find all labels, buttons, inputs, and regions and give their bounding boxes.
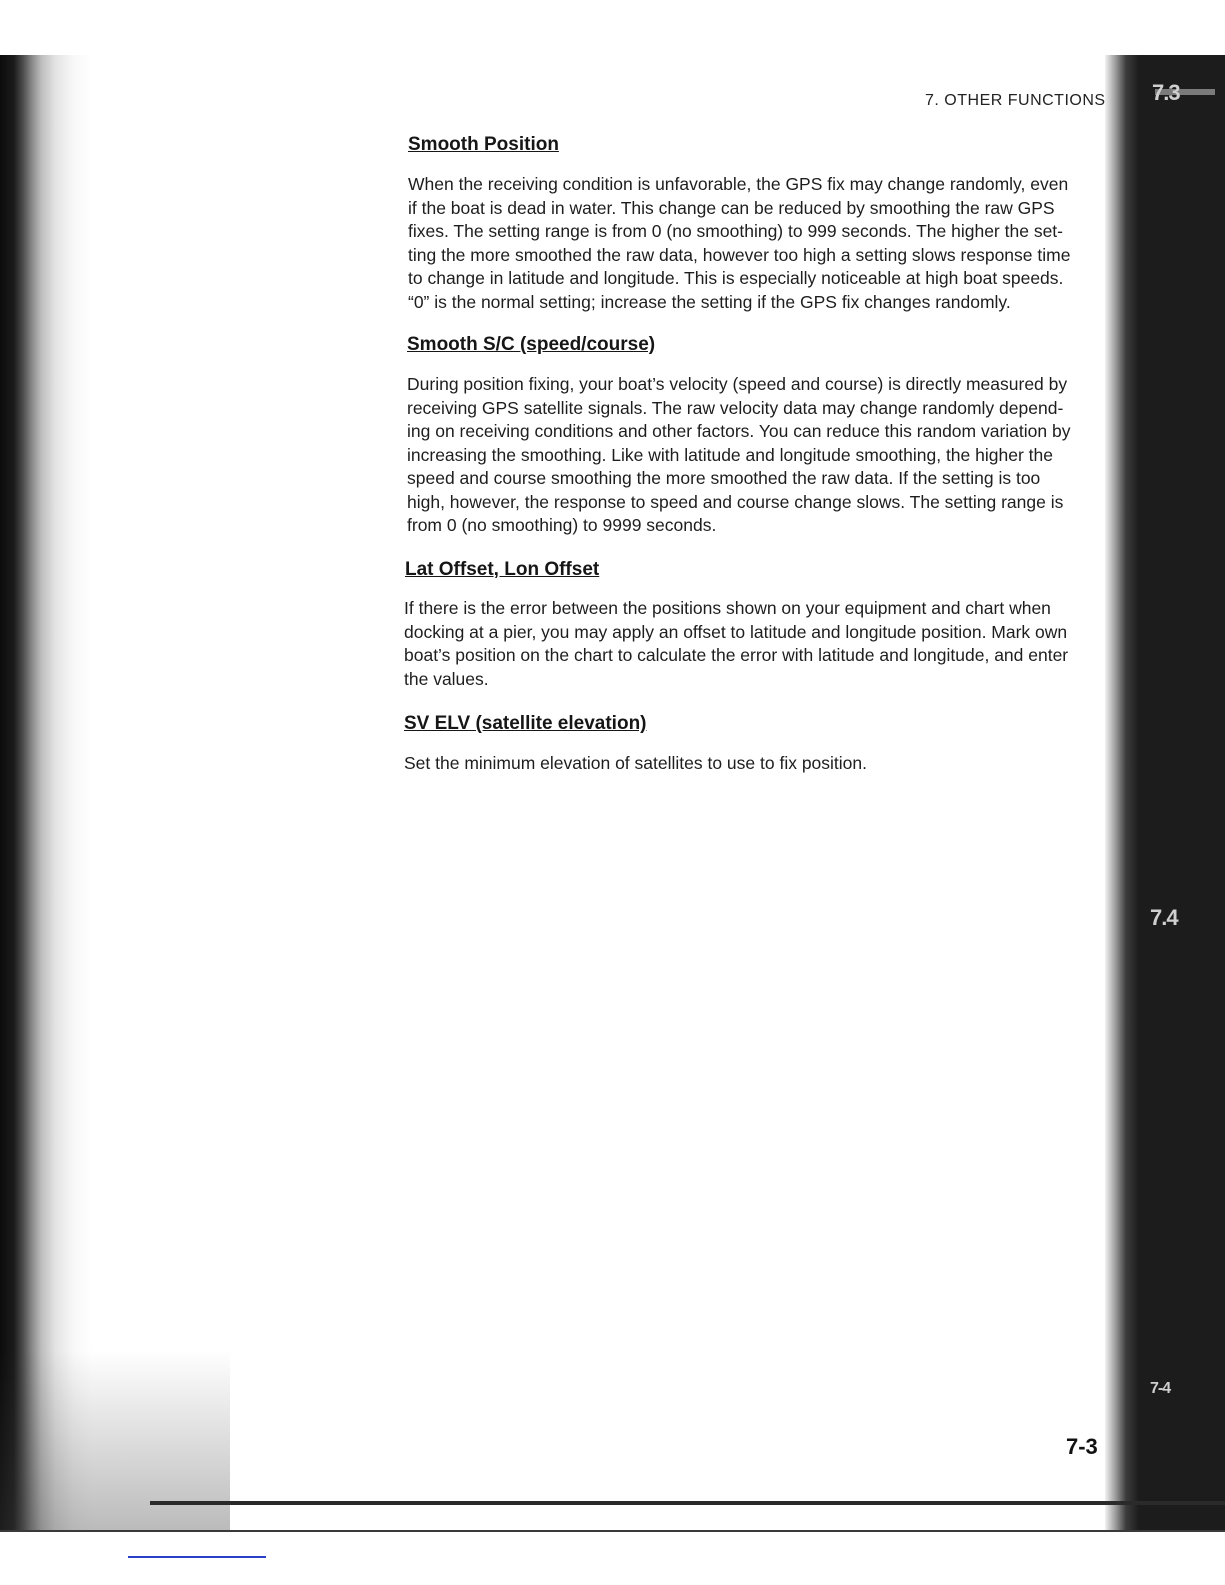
body-line: if the boat is dead in water. This change can be reduced by smoothing the raw GPS bbox=[408, 197, 1055, 218]
section-body-sv-elv bbox=[404, 752, 867, 776]
body-line: to change in latitude and longitude. This is especially noticeable at high boat speeds. bbox=[408, 268, 1064, 288]
body-line: When the receiving condition is unfavorable, the GPS fix may change randomly, even bbox=[408, 174, 1069, 194]
body-line: boat’s position on the chart to calculate the error with latitude and longitude, and enter bbox=[404, 645, 1069, 665]
section-title-sv-elv: SV ELV (satellite elevation) bbox=[404, 713, 647, 734]
body-line: “0” is the normal setting; increase the setting if the GPS fix changes randomly. bbox=[408, 291, 1011, 312]
body-line: fixes. The setting range is from 0 (no smoothing) to 999 seconds. The higher the set- bbox=[408, 221, 1063, 241]
section-body-lat-lon-offset bbox=[404, 597, 1068, 691]
body-line: receiving GPS satellite signals. The raw velocity data may change randomly depend- bbox=[407, 397, 1064, 418]
body-line: docking at a pier, you may apply an offset to latitude and longitude position. Mark own bbox=[404, 621, 1068, 642]
body-line: ting the more smoothed the raw data, however too high a setting slows response time bbox=[408, 244, 1071, 265]
section-title-smooth-position: Smooth Position bbox=[408, 134, 559, 155]
thumb-tab-label: 7.3 bbox=[1152, 80, 1180, 105]
page-edge-shadow bbox=[1105, 55, 1140, 1530]
thumb-index-edge bbox=[1138, 55, 1225, 1530]
body-line: ing on receiving conditions and other factors. You can reduce this random variation by bbox=[407, 421, 1071, 441]
body-line: If there is the error between the positions shown on your equipment and chart when bbox=[404, 598, 1051, 618]
section-body-smooth-sc bbox=[407, 373, 1070, 538]
page-number: 7-3 bbox=[1066, 1434, 1098, 1459]
body-line: Set the minimum elevation of satellites to use to fix position. bbox=[404, 753, 868, 773]
body-line: the values. bbox=[404, 668, 489, 689]
body-line: from 0 (no smoothing) to 9999 seconds. bbox=[407, 515, 717, 535]
chapter-header: 7. OTHER FUNCTIONS bbox=[925, 92, 1106, 109]
body-line: During position fixing, your boat’s velocity (speed and course) is directly measured by bbox=[407, 374, 1068, 394]
page-bottom-edge bbox=[150, 1501, 1225, 1505]
thumb-tab-label: 7.4 bbox=[1150, 905, 1178, 930]
section-title-smooth-sc: Smooth S/C (speed/course) bbox=[407, 334, 656, 355]
section-body-smooth-position bbox=[408, 173, 1070, 314]
body-line: speed and course smoothing the more smoothed the raw data. If the setting is too bbox=[407, 468, 1041, 488]
section-title-lat-lon-offset: Lat Offset, Lon Offset bbox=[405, 559, 600, 580]
body-line: high, however, the response to speed and course change slows. The setting range is bbox=[407, 491, 1064, 512]
underline-mark bbox=[128, 1556, 266, 1558]
body-line: increasing the smoothing. Like with latitude and longitude smoothing, the higher the bbox=[407, 444, 1053, 465]
binding-shadow bbox=[0, 55, 230, 1530]
thumb-tab-label: 7-4 bbox=[1150, 1380, 1171, 1397]
scan-bottom-border bbox=[0, 1530, 1225, 1532]
